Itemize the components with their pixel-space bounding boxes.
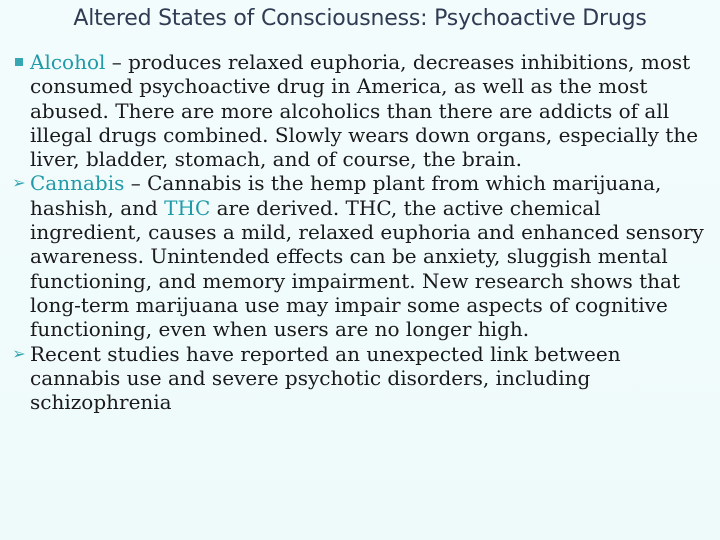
recent-studies-text: Recent studies have reported an unexpected link between cannabis use and severe psychotic disorders, including schizophrenia [30, 341, 621, 415]
term-cannabis: Cannabis [30, 171, 125, 196]
cannabis-description-end: are derived. THC, the active chemical ingredient, causes a mild, relaxed euphoria and enhanced sensory awareness. Unintended effects can be anxiety, sluggish mental functioning, and memory impairment. New research shows that long-term marijuana use may impair some aspects of cognitive functioning, even when users are no longer high. [30, 195, 704, 342]
term-thc: THC [164, 195, 211, 220]
bullet-alcohol [6, 50, 712, 171]
bullet-recent-studies [6, 342, 712, 415]
slide-body [6, 50, 712, 414]
slide-title: Altered States of Consciousness: Psychoactive Drugs [73, 6, 647, 31]
arrow-bullet-icon: ➢ [12, 173, 26, 193]
alcohol-description: – produces relaxed euphoria, decreases inhibitions, most consumed psychoactive drug in America, as well as the most abused. There are more alcoholics than there are addicts of all illegal drugs combined. Slowly wears down organs, especially the liver, bladder, stomach, and of course, the brain. [30, 50, 699, 172]
cannabis-description-start: – Cannabis is the hemp plant from which marijuana, hashish, and [30, 171, 662, 220]
arrow-bullet-icon: ➢ [12, 343, 26, 363]
bullet-cannabis [6, 171, 712, 341]
square-bullet-icon [10, 50, 28, 74]
term-alcohol: Alcohol [30, 50, 106, 74]
